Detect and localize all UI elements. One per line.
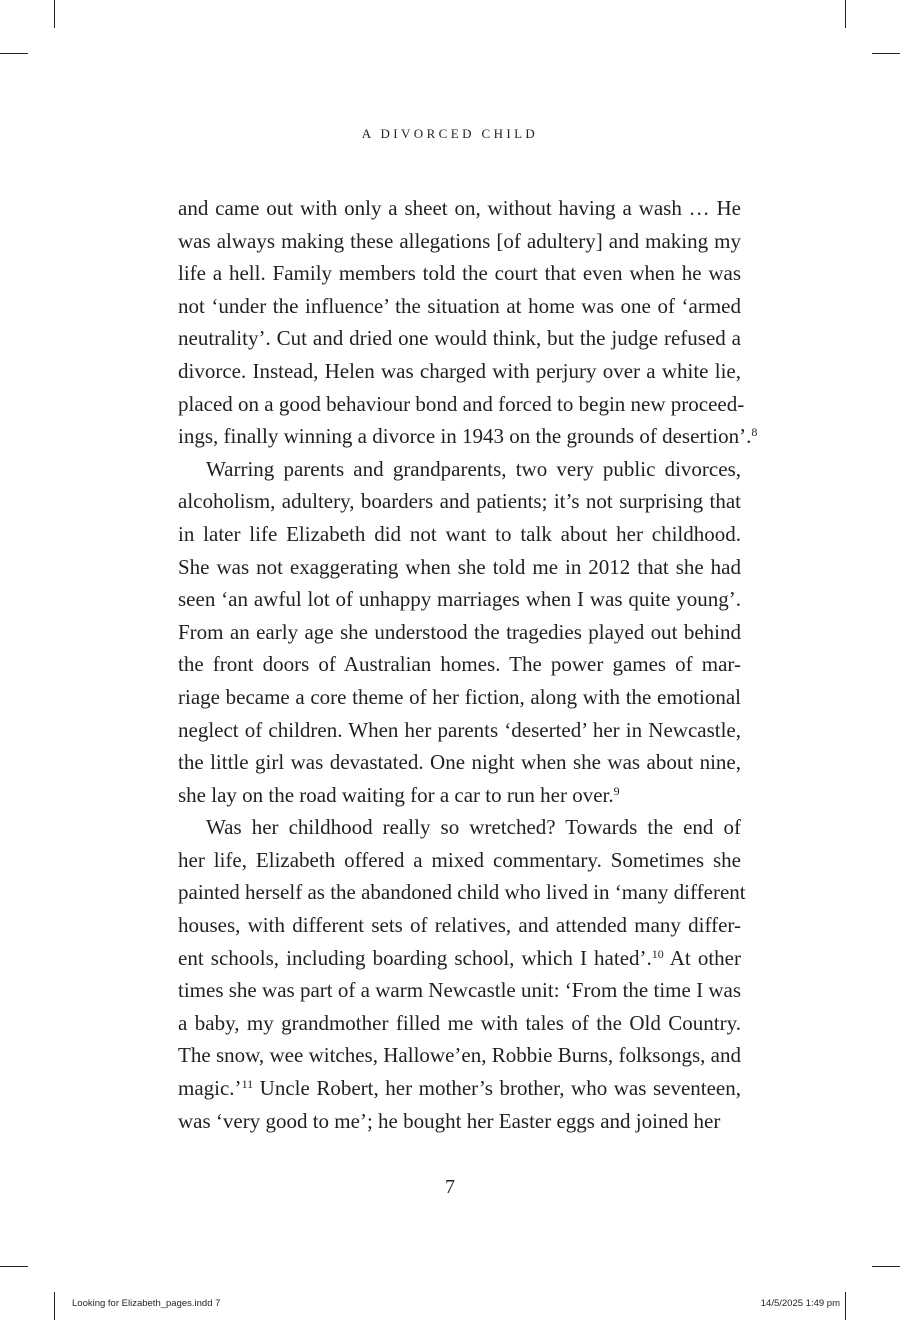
text-line: the front doors of Australian homes. The power games of mar- [178, 652, 741, 677]
text-line: times she was part of a warm Newcastle unit: ‘From the time I was [178, 978, 741, 1003]
body-text [178, 192, 758, 1137]
text-line: was always making these allegations [of adultery] and making my [178, 228, 741, 253]
running-head: A DIVORCED CHILD [361, 126, 539, 141]
text-line: was ‘very good to me’; he bought her Easter eggs and joined her [178, 1108, 721, 1133]
paragraph [178, 453, 741, 812]
text-line: houses, with different sets of relatives, and attended many differ- [178, 913, 741, 938]
text-line: and came out with only a sheet on, without having a wash … He [178, 196, 741, 220]
footnote-reference[interactable]: 8 [751, 425, 758, 440]
text-line: life a hell. Family members told the court that even when he was [178, 261, 741, 286]
text-line: riage became a core theme of her fiction, along with the emotional [178, 684, 741, 709]
text-line: painted herself as the abandoned child who lived in ‘many different [178, 880, 746, 905]
text-line: Warring parents and grandparents, two very public divorces, [206, 456, 741, 481]
text-line: a baby, my grandmother filled me with tales of the Old Country. [178, 1010, 741, 1035]
footnote-reference[interactable]: 9 [613, 783, 620, 798]
crop-mark-left-top [0, 53, 28, 54]
text-line: not ‘under the influence’ the situation at home was one of ‘armed [178, 293, 741, 318]
crop-mark-bottom-right [845, 1292, 846, 1320]
text-line: placed on a good behaviour bond and forced to begin new proceed- [178, 391, 745, 416]
text-line: Was her childhood really so wretched? Towards the end of [206, 815, 741, 840]
text-line: neutrality’. Cut and dried one would think, but the judge refused a [178, 326, 741, 351]
page-number: 7 [445, 1176, 455, 1198]
crop-mark-right-bottom [872, 1266, 900, 1267]
paragraph [178, 192, 758, 453]
crop-mark-top-right [845, 0, 846, 28]
text-line: The snow, wee witches, Hallowe’en, Robbie Burns, folksongs, and [178, 1043, 741, 1068]
slug-datetime: 14/5/2025 1:49 pm [760, 1298, 840, 1309]
footnote-reference[interactable]: 10 [651, 946, 664, 961]
text-line: alcoholism, adultery, boarders and patients; it’s not surprising that [178, 489, 741, 514]
text-line: in later life Elizabeth did not want to talk about her childhood. [178, 521, 741, 546]
crop-mark-bottom-left [54, 1292, 55, 1320]
footnote-reference[interactable]: 11 [241, 1077, 254, 1092]
crop-mark-right-top [872, 53, 900, 54]
text-line: seen ‘an awful lot of unhappy marriages when I was quite young’. [178, 587, 741, 612]
text-line: her life, Elizabeth offered a mixed commentary. Sometimes she [178, 847, 741, 872]
crop-mark-top-left [54, 0, 55, 28]
crop-mark-left-bottom [0, 1266, 28, 1267]
text-line: she lay on the road waiting for a car to run her over.$^9$ [178, 782, 620, 807]
text-line: magic.’$^{11}$ Uncle Robert, her mother’s brother, who was seventeen, [178, 1076, 741, 1101]
text-line: From an early age she understood the tragedies played out behind [178, 619, 741, 644]
text-line: the little girl was devastated. One night when she was about nine, [178, 750, 741, 775]
text-line: neglect of children. When her parents ‘deserted’ her in Newcastle, [178, 717, 741, 742]
text-line: She was not exaggerating when she told me in 2012 that she had [178, 554, 741, 579]
slug-file-name: Looking for Elizabeth_pages.indd 7 [72, 1298, 221, 1309]
text-line: ings, finally winning a divorce in 1943 on the grounds of desertion’.$^8$ [178, 424, 758, 449]
text-line: ent schools, including boarding school, which I hated’.$^{10}$ At other [178, 945, 741, 970]
text-line: divorce. Instead, Helen was charged with perjury over a white lie, [178, 358, 741, 383]
paragraph [178, 811, 746, 1137]
